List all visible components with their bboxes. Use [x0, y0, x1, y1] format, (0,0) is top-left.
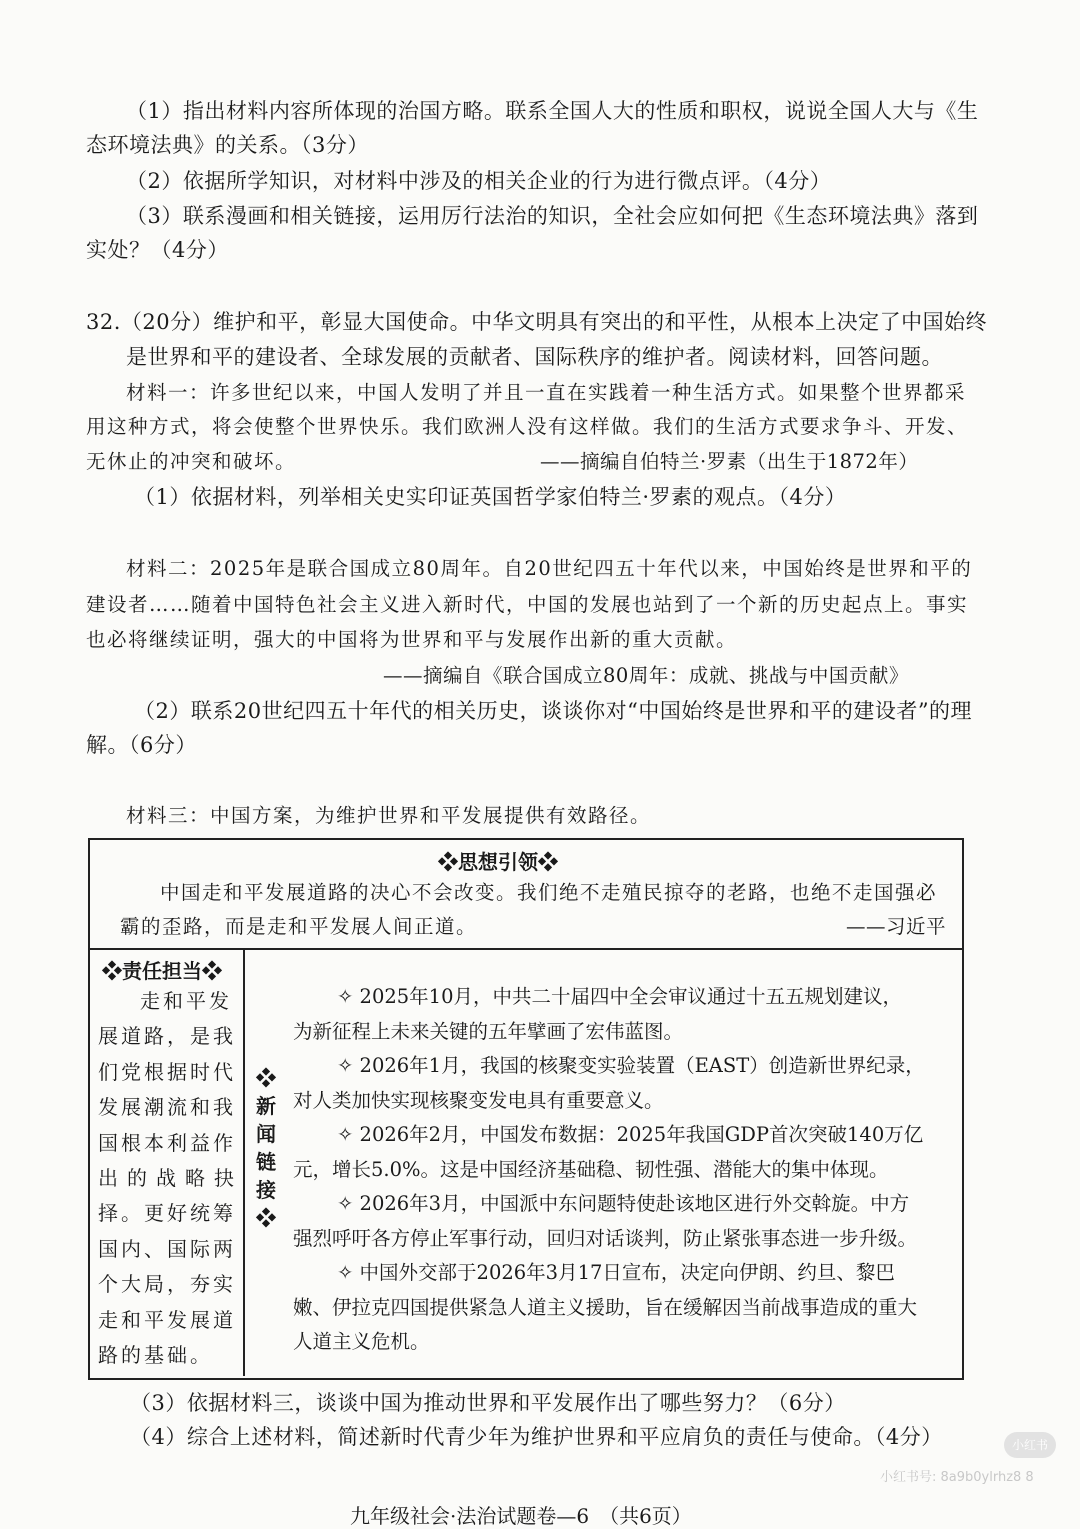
q32-sub4: （4）综合上述材料，简述新时代青少年为维护世界和平应肩负的责任与使命。（4分） [130, 1425, 943, 1449]
responsibility-title: ❖责任担当❖ [102, 959, 222, 983]
responsibility-line: 国根本利益作 [98, 1130, 236, 1155]
material-2-line2: 建设者……随着中国特色社会主义进入新时代，中国的发展也站到了一个新的历史起点上。事实 [86, 593, 969, 616]
responsibility-line: 国内、国际两 [98, 1236, 236, 1261]
material-1-line1: 材料一：许多世纪以来，中国人发明了并且一直在实践着一种生活方式。如果整个世界都采 [126, 381, 967, 404]
news-line: 人道主义危机。 [293, 1330, 430, 1353]
responsibility-line: 走和平发展道 [98, 1307, 236, 1332]
q32-intro-line1: 32.（20分）维护和平，彰显大国使命。中华文明具有突出的和平性，从根本上决定了中国始终 [86, 310, 988, 334]
material-2-line3: 也必将继续证明，强大的中国将为世界和平与发展作出新的重大贡献。 [86, 628, 738, 651]
q31-sub1-line1: （1）指出材料内容所体现的治国方略。联系全国人大的性质和职权，说说全国人大与《生 [126, 99, 979, 123]
news-line: 为新征程上未来关键的五年擘画了宏伟蓝图。 [293, 1019, 684, 1043]
q31-sub3-line1: （3）联系漫画和相关链接，运用厉行法治的知识，全社会应如何把《生态环境法典》落到 [126, 204, 979, 228]
news-line: ✧ 2026年3月，中国派中东问题特使赴该地区进行外交斡旋。中方 [337, 1192, 910, 1215]
material-1-line3: 无休止的冲突和破坏。 [86, 450, 297, 473]
news-link-text [293, 980, 925, 1360]
responsibility-line: 路的基础。 [98, 1343, 213, 1368]
responsibility-line: 出的战略抉 [98, 1166, 243, 1191]
news-line: ✧ 2026年2月，中国发布数据：2025年我国GDP首次突破140万亿 [337, 1123, 924, 1146]
responsibility-line: 走和平发 [140, 989, 232, 1013]
q31-sub2: （2）依据所学知识，对材料中涉及的相关企业的行为进行微点评。（4分） [126, 169, 832, 193]
news-line: ✧ 2025年10月，中共二十届四中全会审议通过十五五规划建议， [337, 985, 902, 1008]
news-line: 嫩、伊拉克四国提供紧急人道主义援助，旨在缓解因当前战事造成的重大 [293, 1295, 918, 1319]
responsibility-line: 择。更好统筹 [98, 1201, 236, 1226]
material-1-line2: 用这种方式，将会使整个世界快乐。我们欧洲人没有这样做。我们的生活方式要求争斗、开发、 [86, 415, 969, 438]
box-divider-horizontal [90, 948, 962, 950]
q32-sub2-line1: （2）联系20世纪四五十年代的相关历史，谈谈你对“中国始终是世界和平的建设者”的理 [134, 699, 973, 723]
responsibility-text [98, 984, 243, 1373]
news-line: 元，增长5.0%。这是中国经济基础稳、韧性强、潜能大的集中体现。 [293, 1157, 889, 1181]
news-line: 对人类加快实现核聚变发电具有重要意义。 [293, 1088, 664, 1112]
watermark-badge: 小红书 [1004, 1432, 1056, 1458]
q32-intro-line2: 是世界和平的建设者、全球发展的贡献者、国际秩序的维护者。阅读材料，回答问题。 [126, 345, 943, 369]
responsibility-line: 展道路，是我 [98, 1024, 236, 1049]
news-line: ✧ 2026年1月，我国的核聚变实验装置（EAST）创造新世界纪录， [337, 1054, 925, 1077]
material-1-source: ——摘编自伯特兰·罗素（出生于1872年） [540, 450, 919, 473]
responsibility-line: 发展潮流和我 [98, 1095, 236, 1120]
thought-guidance-title: ❖思想引领❖ [438, 850, 558, 874]
q32-sub3: （3）依据材料三，谈谈中国为推动世界和平发展作出了哪些努力？（6分） [130, 1391, 846, 1415]
q32-sub1: （1）依据材料，列举相关史实印证英国哲学家伯特兰·罗素的观点。（4分） [134, 485, 847, 509]
page-footer: 九年级社会·法治试题卷—6 （共6页） [350, 1504, 692, 1528]
thought-guidance-line1: 中国走和平发展道路的决心不会改变。我们绝不走殖民掠夺的老路，也绝不走国强必 [160, 881, 938, 904]
watermark-id: 小红书号: 8a9b0ylrhz8 8 [880, 1470, 1034, 1485]
thought-guidance-source: ——习近平 [846, 915, 947, 938]
responsibility-line: 个大局，夯实 [98, 1272, 236, 1297]
q32-sub2-line2: 解。（6分） [86, 733, 197, 757]
box-divider-vertical [243, 948, 245, 1376]
news-link-label: ❖新闻链接❖ [256, 1066, 276, 1230]
material-2-source: ——摘编自《联合国成立80周年：成就、挑战与中国贡献》 [383, 664, 909, 687]
news-line: ✧ 中国外交部于2026年3月17日宣布，决定向伊朗、约旦、黎巴 [337, 1261, 895, 1284]
news-line: 强烈呼吁各方停止军事行动，回归对话谈判，防止紧张事态进一步升级。 [293, 1226, 918, 1250]
q31-sub3-line2: 实处？（4分） [86, 238, 229, 262]
material-2-line1: 材料二：2025年是联合国成立80周年。自20世纪四五十年代以来，中国始终是世界和平的 [126, 557, 973, 580]
thought-guidance-line2: 霸的歪路，而是走和平发展人间正道。 [120, 915, 478, 938]
responsibility-line: 们党根据时代 [98, 1059, 236, 1084]
material-3-intro: 材料三：中国方案，为维护世界和平发展提供有效路径。 [126, 804, 652, 827]
q31-sub1-line2: 态环境法典》的关系。（3分） [86, 133, 369, 157]
